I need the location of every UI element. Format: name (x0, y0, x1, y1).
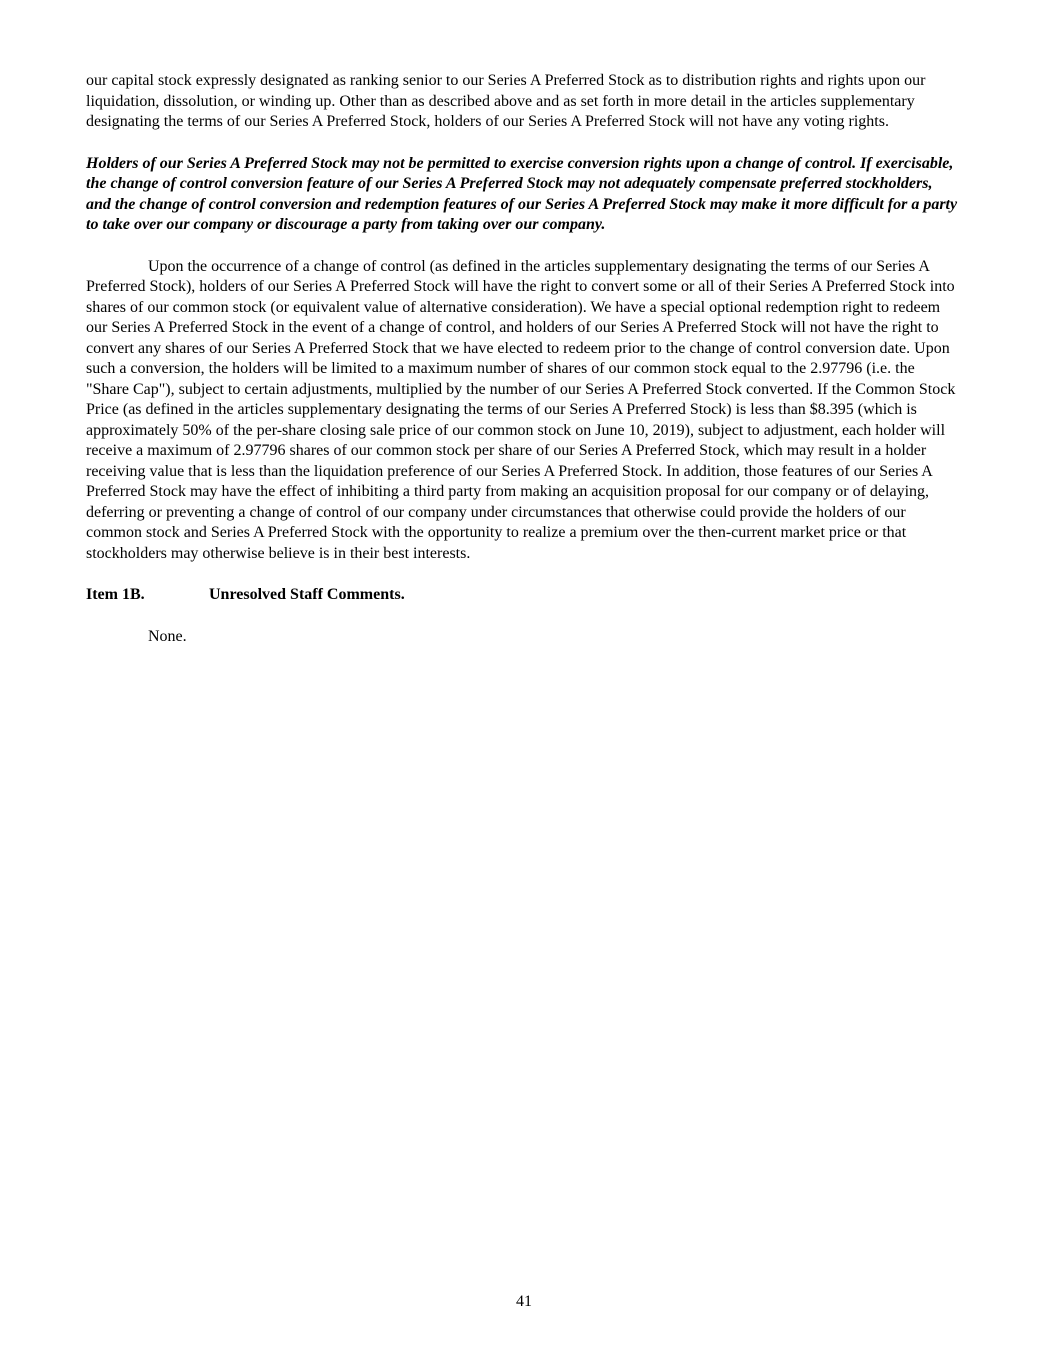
item-1b-body-none: None. (148, 627, 187, 645)
item-1b-label: Item 1B. (86, 586, 145, 603)
paragraph-voting-rights-continuation: our capital stock expressly designated as ranking senior to our Series A Preferred Stock as to distribution rights and rights upon our liquidation, dissolution, or winding up. Other than as described above and as set forth in more detail in the articles supplementary designating the terms of our Series A Preferred Stock, holders of our Series A Preferred Stock will not have any voting rights. (86, 72, 926, 130)
document-body (86, 71, 960, 647)
item-1b-title: Unresolved Staff Comments. (209, 586, 405, 603)
paragraph-change-of-control: Upon the occurrence of a change of control (as defined in the articles supplementary designating the terms of our Series A Preferred Stock), holders of our Series A Preferred Stock will have the right to convert some or all of their Series A Preferred Stock into shares of our common stock (or equivalent value of alternative consideration). We have a special optional redemption right to redeem our Series A Preferred Stock in the event of a change of control, and holders of our Series A Preferred Stock will not have the right to convert any shares of our Series A Preferred Stock that we have elected to redeem prior to the change of control conversion date. Upon such a conversion, the holders will be limited to a maximum number of shares of our common stock equal to the 2.97796 (i.e. the "Share Cap"), subject to certain adjustments, multiplied by the number of our Series A Preferred Stock converted. If the Common Stock Price (as defined in the articles supplementary designating the terms of our Series A Preferred Stock) is less than $8.395 (which is approximately 50% of the per-share closing sale price of our common stock on June 10, 2019), subject to adjustment, each holder will receive a maximum of 2.97796 shares of our common stock per share of our Series A Preferred Stock, which may result in a holder receiving value that is less than the liquidation preference of our Series A Preferred Stock. In addition, those features of our Series A Preferred Stock may have the effect of inhibiting a third party from making an acquisition proposal for our company or of delaying, deferring or preventing a change of control of our company under circumstances that otherwise could provide the holders of our common stock and Series A Preferred Stock with the opportunity to realize a premium over the then-current market price or that stockholders may otherwise believe is in their best interests. (86, 257, 956, 562)
page-number: 41 (516, 1293, 532, 1310)
risk-factor-heading: Holders of our Series A Preferred Stock may not be permitted to exercise conversion rights upon a change of control. If exercisable, the change of control conversion feature of our Series A Preferred Stock may not adequately compensate preferred stockholders, and the change of control conversion and redemption features of our Series A Preferred Stock may make it more difficult for a party to take over our company or discourage a party from taking over our company. (86, 154, 958, 233)
item-1b-heading (86, 585, 960, 606)
